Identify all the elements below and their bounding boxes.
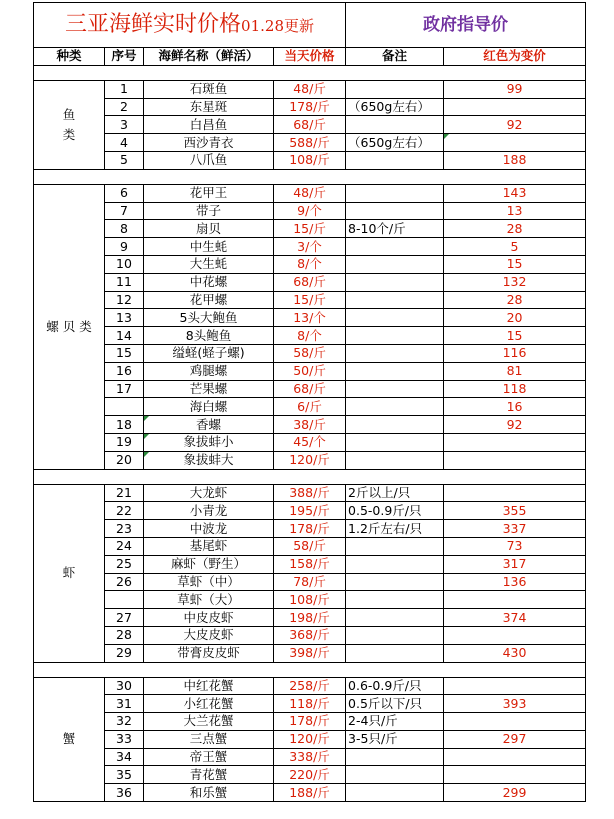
note-cell: 0.5-0.9斤/只 bbox=[346, 502, 444, 520]
seq-cell: 8 bbox=[105, 220, 144, 238]
price-cell: 13/个 bbox=[274, 309, 346, 327]
name-cell: 海白螺 bbox=[144, 398, 274, 416]
seq-cell: 20 bbox=[105, 451, 144, 469]
name-cell: 中波龙 bbox=[144, 520, 274, 538]
name-cell: 石斑鱼 bbox=[144, 80, 274, 98]
table-row bbox=[34, 184, 586, 202]
note-cell bbox=[346, 344, 444, 362]
note-cell bbox=[346, 626, 444, 644]
name-cell: 缢蛏(蛏子螺) bbox=[144, 344, 274, 362]
table-row bbox=[34, 116, 586, 134]
table-row bbox=[34, 327, 586, 345]
price-cell: 120/斤 bbox=[274, 730, 346, 748]
name-cell: 八爪鱼 bbox=[144, 151, 274, 169]
price-cell: 158/斤 bbox=[274, 555, 346, 573]
header-name: 海鲜名称（鲜活） bbox=[144, 48, 274, 66]
guide-price-cell: 28 bbox=[444, 220, 586, 238]
seq-cell: 10 bbox=[105, 255, 144, 273]
table-row bbox=[34, 291, 586, 309]
price-cell: 198/斤 bbox=[274, 609, 346, 627]
guide-price-cell bbox=[444, 433, 586, 451]
table-row bbox=[34, 238, 586, 256]
seq-cell: 1 bbox=[105, 80, 144, 98]
table-row bbox=[34, 416, 586, 434]
seq-cell: 29 bbox=[105, 644, 144, 662]
note-cell bbox=[346, 644, 444, 662]
guide-price-cell: 92 bbox=[444, 116, 586, 134]
guide-price-cell: 143 bbox=[444, 184, 586, 202]
name-cell: 和乐蟹 bbox=[144, 784, 274, 802]
guide-price-cell: 15 bbox=[444, 327, 586, 345]
guide-price-cell: 393 bbox=[444, 695, 586, 713]
price-cell: 388/斤 bbox=[274, 484, 346, 502]
guide-price-cell: 28 bbox=[444, 291, 586, 309]
table-row bbox=[34, 380, 586, 398]
guide-price-title: 政府指导价 bbox=[346, 3, 586, 48]
table-row bbox=[34, 80, 586, 98]
price-cell: 15/斤 bbox=[274, 220, 346, 238]
guide-price-cell bbox=[444, 591, 586, 609]
table-row bbox=[34, 98, 586, 116]
note-cell bbox=[346, 309, 444, 327]
guide-price-cell: 297 bbox=[444, 730, 586, 748]
header-note: 备注 bbox=[346, 48, 444, 66]
guide-price-cell: 317 bbox=[444, 555, 586, 573]
seq-cell: 36 bbox=[105, 784, 144, 802]
seq-cell: 5 bbox=[105, 151, 144, 169]
table-row bbox=[34, 362, 586, 380]
note-cell: （650g左右） bbox=[346, 98, 444, 116]
table-row bbox=[34, 520, 586, 538]
table-row bbox=[34, 591, 586, 609]
header-category: 种类 bbox=[34, 48, 105, 66]
note-cell: （650g左右） bbox=[346, 134, 444, 152]
price-cell: 38/斤 bbox=[274, 416, 346, 434]
name-cell: 芒果螺 bbox=[144, 380, 274, 398]
guide-price-cell bbox=[444, 677, 586, 695]
category-label: 鱼 bbox=[62, 106, 76, 122]
name-cell: 中花螺 bbox=[144, 273, 274, 291]
table-row bbox=[34, 273, 586, 291]
table-row bbox=[34, 451, 586, 469]
seq-cell: 24 bbox=[105, 537, 144, 555]
table-row bbox=[34, 344, 586, 362]
price-cell: 120/斤 bbox=[274, 451, 346, 469]
note-cell: 0.5斤以下/只 bbox=[346, 695, 444, 713]
name-cell: 小青龙 bbox=[144, 502, 274, 520]
name-cell: 草虾（中） bbox=[144, 573, 274, 591]
name-cell: 扇贝 bbox=[144, 220, 274, 238]
seq-cell: 28 bbox=[105, 626, 144, 644]
name-cell: 西沙青衣 bbox=[144, 134, 274, 152]
name-cell: 草虾（大） bbox=[144, 591, 274, 609]
name-cell: 大皮皮虾 bbox=[144, 626, 274, 644]
header-guide: 红色为变价 bbox=[444, 48, 586, 66]
price-cell: 258/斤 bbox=[274, 677, 346, 695]
price-table bbox=[33, 2, 586, 802]
table-row bbox=[34, 555, 586, 573]
name-cell: 三点蟹 bbox=[144, 730, 274, 748]
table-row bbox=[34, 609, 586, 627]
price-cell: 15/斤 bbox=[274, 291, 346, 309]
table-row bbox=[34, 502, 586, 520]
name-cell: 花甲螺 bbox=[144, 291, 274, 309]
guide-price-cell: 132 bbox=[444, 273, 586, 291]
note-cell: 2-4只/斤 bbox=[346, 713, 444, 731]
note-cell bbox=[346, 273, 444, 291]
seq-cell: 16 bbox=[105, 362, 144, 380]
price-cell: 118/斤 bbox=[274, 695, 346, 713]
note-cell bbox=[346, 362, 444, 380]
seq-cell bbox=[105, 591, 144, 609]
category-cell bbox=[34, 677, 105, 802]
table-row bbox=[34, 537, 586, 555]
note-cell bbox=[346, 380, 444, 398]
guide-price-cell: 136 bbox=[444, 573, 586, 591]
seq-cell: 25 bbox=[105, 555, 144, 573]
note-cell bbox=[346, 573, 444, 591]
table-row bbox=[34, 677, 586, 695]
seq-cell: 14 bbox=[105, 327, 144, 345]
guide-price-cell: 92 bbox=[444, 416, 586, 434]
price-cell: 8/个 bbox=[274, 327, 346, 345]
note-cell bbox=[346, 80, 444, 98]
table-row bbox=[34, 695, 586, 713]
price-cell: 195/斤 bbox=[274, 502, 346, 520]
price-cell: 220/斤 bbox=[274, 766, 346, 784]
note-cell: 2斤以上/只 bbox=[346, 484, 444, 502]
seq-cell: 21 bbox=[105, 484, 144, 502]
price-cell: 178/斤 bbox=[274, 520, 346, 538]
table-row bbox=[34, 134, 586, 152]
price-cell: 398/斤 bbox=[274, 644, 346, 662]
note-cell bbox=[346, 184, 444, 202]
table-row bbox=[34, 255, 586, 273]
price-cell: 188/斤 bbox=[274, 784, 346, 802]
price-cell: 50/斤 bbox=[274, 362, 346, 380]
guide-price-cell: 81 bbox=[444, 362, 586, 380]
note-cell: 8-10个/斤 bbox=[346, 220, 444, 238]
table-row bbox=[34, 766, 586, 784]
update-date: 01.28更新 bbox=[241, 16, 314, 35]
price-cell: 588/斤 bbox=[274, 134, 346, 152]
name-cell: 8头鲍鱼 bbox=[144, 327, 274, 345]
guide-price-cell bbox=[444, 713, 586, 731]
guide-price-cell: 15 bbox=[444, 255, 586, 273]
table-row bbox=[34, 220, 586, 238]
price-cell: 78/斤 bbox=[274, 573, 346, 591]
name-cell: 大龙虾 bbox=[144, 484, 274, 502]
name-cell: 带子 bbox=[144, 202, 274, 220]
title-row bbox=[34, 3, 586, 48]
price-cell: 108/斤 bbox=[274, 151, 346, 169]
seq-cell: 26 bbox=[105, 573, 144, 591]
seq-cell: 22 bbox=[105, 502, 144, 520]
guide-price-cell bbox=[444, 766, 586, 784]
price-cell: 48/斤 bbox=[274, 184, 346, 202]
seq-cell: 12 bbox=[105, 291, 144, 309]
guide-price-cell: 5 bbox=[444, 238, 586, 256]
gap-cell bbox=[34, 469, 586, 484]
table-row bbox=[34, 730, 586, 748]
name-cell: 带膏皮皮虾 bbox=[144, 644, 274, 662]
name-cell: 中红花蟹 bbox=[144, 677, 274, 695]
guide-price-cell: 118 bbox=[444, 380, 586, 398]
note-cell bbox=[346, 116, 444, 134]
price-cell: 8/个 bbox=[274, 255, 346, 273]
name-cell: 基尾虾 bbox=[144, 537, 274, 555]
guide-price-cell bbox=[444, 98, 586, 116]
guide-price-cell: 20 bbox=[444, 309, 586, 327]
note-cell: 3-5只/斤 bbox=[346, 730, 444, 748]
seq-cell: 27 bbox=[105, 609, 144, 627]
section-gap bbox=[34, 65, 586, 80]
header-seq: 序号 bbox=[105, 48, 144, 66]
seq-cell: 9 bbox=[105, 238, 144, 256]
guide-price-cell bbox=[444, 626, 586, 644]
gap-cell bbox=[34, 169, 586, 184]
seq-cell: 35 bbox=[105, 766, 144, 784]
price-cell: 9/个 bbox=[274, 202, 346, 220]
title-text: 三亚海鲜实时价格 bbox=[65, 11, 242, 37]
table-row bbox=[34, 202, 586, 220]
category-cell bbox=[34, 184, 105, 469]
guide-price-cell bbox=[444, 451, 586, 469]
note-cell bbox=[346, 451, 444, 469]
seq-cell: 17 bbox=[105, 380, 144, 398]
seq-cell: 30 bbox=[105, 677, 144, 695]
price-cell: 108/斤 bbox=[274, 591, 346, 609]
header-row bbox=[34, 48, 586, 66]
name-cell: 白昌鱼 bbox=[144, 116, 274, 134]
note-cell: 1.2斤左右/只 bbox=[346, 520, 444, 538]
gap-cell bbox=[34, 65, 586, 80]
name-cell: 象拔蚌小 bbox=[144, 433, 274, 451]
guide-price-cell: 188 bbox=[444, 151, 586, 169]
note-cell bbox=[346, 151, 444, 169]
guide-price-cell: 355 bbox=[444, 502, 586, 520]
note-cell bbox=[346, 238, 444, 256]
note-cell bbox=[346, 748, 444, 766]
guide-price-cell: 116 bbox=[444, 344, 586, 362]
seq-cell: 19 bbox=[105, 433, 144, 451]
name-cell: 香螺 bbox=[144, 416, 274, 434]
note-cell bbox=[346, 416, 444, 434]
category-cell bbox=[34, 484, 105, 662]
section-gap bbox=[34, 662, 586, 677]
name-cell: 花甲王 bbox=[144, 184, 274, 202]
note-cell bbox=[346, 202, 444, 220]
name-cell: 大兰花蟹 bbox=[144, 713, 274, 731]
note-cell bbox=[346, 784, 444, 802]
seq-cell: 7 bbox=[105, 202, 144, 220]
name-cell: 大生蚝 bbox=[144, 255, 274, 273]
price-cell: 368/斤 bbox=[274, 626, 346, 644]
table-row bbox=[34, 398, 586, 416]
price-cell: 68/斤 bbox=[274, 116, 346, 134]
category-label: 螺 贝 类 bbox=[46, 318, 92, 334]
name-cell: 中生蚝 bbox=[144, 238, 274, 256]
table-row bbox=[34, 644, 586, 662]
gap-cell bbox=[34, 662, 586, 677]
price-cell: 6/斤 bbox=[274, 398, 346, 416]
category-label: 类 bbox=[62, 126, 76, 142]
category-cell bbox=[34, 80, 105, 169]
table-row bbox=[34, 626, 586, 644]
seq-cell: 15 bbox=[105, 344, 144, 362]
seq-cell: 33 bbox=[105, 730, 144, 748]
name-cell: 东星斑 bbox=[144, 98, 274, 116]
name-cell: 帝王蟹 bbox=[144, 748, 274, 766]
note-cell bbox=[346, 255, 444, 273]
guide-price-cell bbox=[444, 134, 586, 152]
price-cell: 178/斤 bbox=[274, 713, 346, 731]
section-gap bbox=[34, 169, 586, 184]
seq-cell: 34 bbox=[105, 748, 144, 766]
note-cell bbox=[346, 591, 444, 609]
seq-cell bbox=[105, 398, 144, 416]
seq-cell: 11 bbox=[105, 273, 144, 291]
name-cell: 5头大鲍鱼 bbox=[144, 309, 274, 327]
guide-price-cell: 99 bbox=[444, 80, 586, 98]
note-cell bbox=[346, 555, 444, 573]
page-title bbox=[34, 3, 346, 48]
guide-price-cell: 299 bbox=[444, 784, 586, 802]
table-row bbox=[34, 573, 586, 591]
seq-cell: 6 bbox=[105, 184, 144, 202]
guide-price-cell: 16 bbox=[444, 398, 586, 416]
price-cell: 45/个 bbox=[274, 433, 346, 451]
seq-cell: 18 bbox=[105, 416, 144, 434]
price-cell: 338/斤 bbox=[274, 748, 346, 766]
guide-price-cell: 13 bbox=[444, 202, 586, 220]
table-row bbox=[34, 151, 586, 169]
seq-cell: 4 bbox=[105, 134, 144, 152]
name-cell: 象拔蚌大 bbox=[144, 451, 274, 469]
name-cell: 麻虾（野生） bbox=[144, 555, 274, 573]
header-price: 当天价格 bbox=[274, 48, 346, 66]
guide-price-cell: 430 bbox=[444, 644, 586, 662]
note-cell bbox=[346, 537, 444, 555]
table-row bbox=[34, 784, 586, 802]
price-cell: 58/斤 bbox=[274, 344, 346, 362]
name-cell: 鸡腿螺 bbox=[144, 362, 274, 380]
table-row bbox=[34, 713, 586, 731]
table-row bbox=[34, 309, 586, 327]
seq-cell: 32 bbox=[105, 713, 144, 731]
note-cell bbox=[346, 398, 444, 416]
price-cell: 58/斤 bbox=[274, 537, 346, 555]
section-gap bbox=[34, 469, 586, 484]
seq-cell: 13 bbox=[105, 309, 144, 327]
table-row bbox=[34, 748, 586, 766]
price-cell: 3/个 bbox=[274, 238, 346, 256]
table-row bbox=[34, 433, 586, 451]
name-cell: 中皮皮虾 bbox=[144, 609, 274, 627]
price-cell: 48/斤 bbox=[274, 80, 346, 98]
seq-cell: 31 bbox=[105, 695, 144, 713]
price-cell: 178/斤 bbox=[274, 98, 346, 116]
note-cell bbox=[346, 609, 444, 627]
note-cell bbox=[346, 327, 444, 345]
price-cell: 68/斤 bbox=[274, 273, 346, 291]
category-label: 蟹 bbox=[62, 731, 76, 747]
name-cell: 小红花蟹 bbox=[144, 695, 274, 713]
note-cell: 0.6-0.9斤/只 bbox=[346, 677, 444, 695]
price-cell: 68/斤 bbox=[274, 380, 346, 398]
category-label: 虾 bbox=[62, 565, 76, 581]
seq-cell: 2 bbox=[105, 98, 144, 116]
seq-cell: 3 bbox=[105, 116, 144, 134]
guide-price-cell bbox=[444, 748, 586, 766]
note-cell bbox=[346, 766, 444, 784]
note-cell bbox=[346, 433, 444, 451]
name-cell: 青花蟹 bbox=[144, 766, 274, 784]
table-row bbox=[34, 484, 586, 502]
note-cell bbox=[346, 291, 444, 309]
guide-price-cell: 73 bbox=[444, 537, 586, 555]
seq-cell: 23 bbox=[105, 520, 144, 538]
guide-price-cell: 337 bbox=[444, 520, 586, 538]
guide-price-cell bbox=[444, 484, 586, 502]
guide-price-cell: 374 bbox=[444, 609, 586, 627]
